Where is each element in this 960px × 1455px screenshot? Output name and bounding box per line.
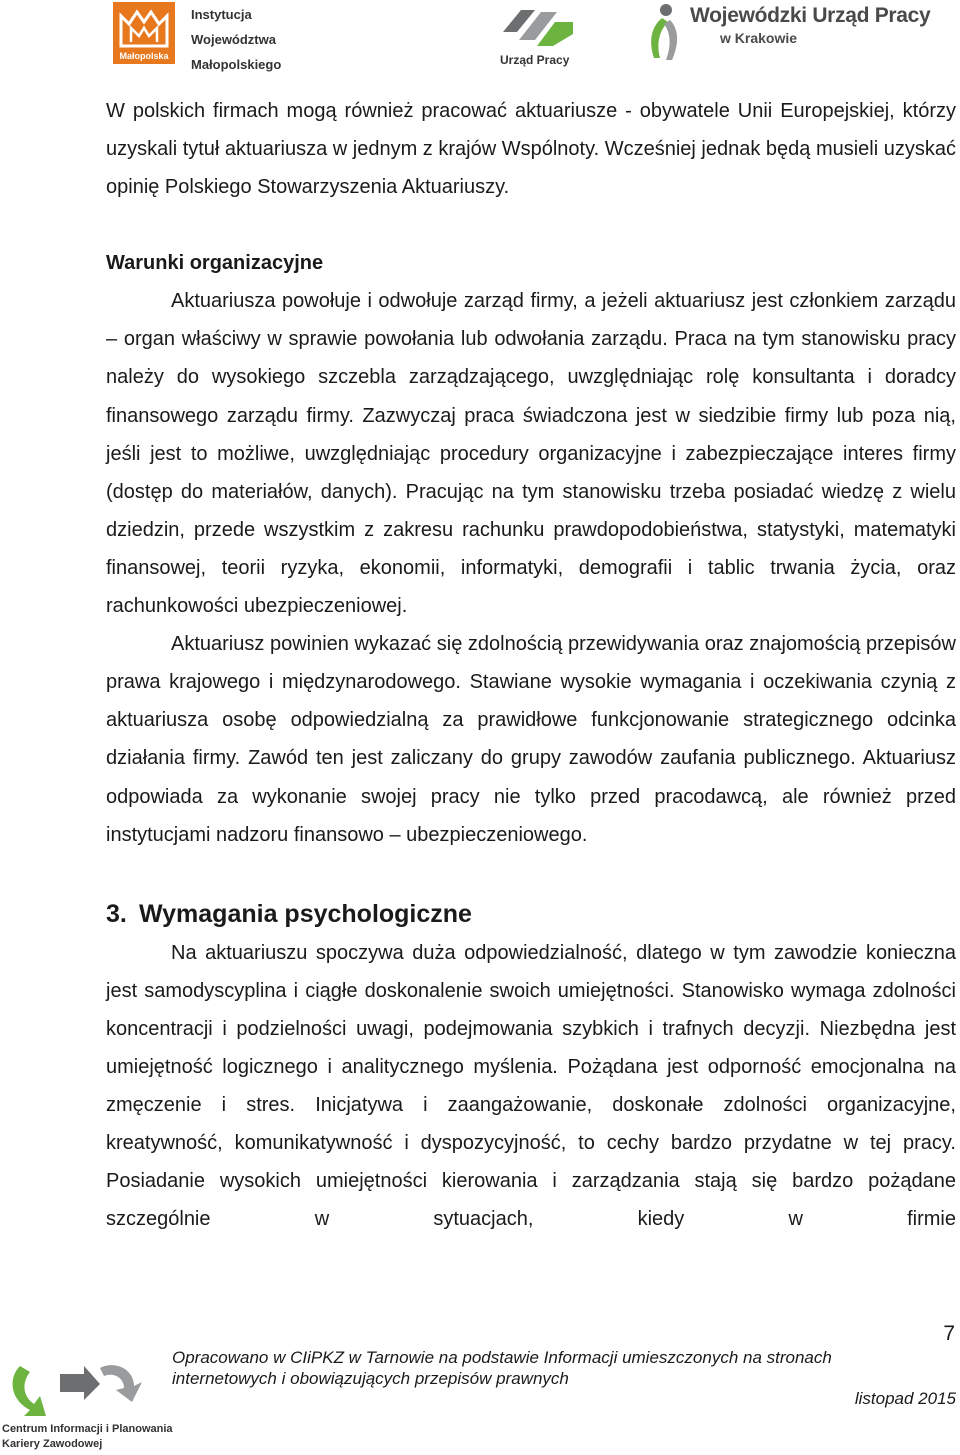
document-body — [106, 92, 956, 1238]
footer-note-line: Opracowano w CIiPKZ w Tarnowie na podstawie Informacji umieszczonych na stronach — [172, 1348, 832, 1367]
footer-note-line: internetowych i obowiązujących przepisów prawnych — [172, 1369, 569, 1388]
section-heading-organizational: Warunki organizacyjne — [106, 252, 324, 275]
malopolska-text-line: Województwa — [191, 32, 276, 47]
paragraph-organizational-1: Aktuariusza powołuje i odwołuje zarząd firmy, a jeżeli aktuariusz jest członkiem zarządu – organ właściwy w sprawie powołania lub odwołania zarządu. Praca na tym stanowisku pracy należy do wysokiego szczebla zarządzającego, uwzględniając rolę konsultanta i doradcy finansowego zarządu firmy. Zazwyczaj praca świadczona jest w siedzibie firmy lub poza nią, jeśli jest to możliwe, uwzględniając procedury organizacyjne i zabezpieczające interes firmy (dostęp do materiałów, danych). Pracując na tym stanowisku trzeba posiadać wiedzę z wielu dziedzin, przede wszystkim z zakresu rachunku prawdopodobieństwa, statystyki, matematyki finansowej, teorii ryzyka, ekonomii, informatyki, demografii i tablic trwania życia, oraz rachunkowości ubezpieczeniowej. — [106, 290, 956, 618]
malopolska-text-line: Instytucja — [191, 7, 252, 22]
urzad-pracy-label: Urząd Pracy — [500, 53, 570, 67]
cip-label-line: Kariery Zawodowej — [2, 1438, 103, 1450]
cip-arrows-icon — [0, 1356, 150, 1422]
wup-figure-icon — [640, 2, 688, 64]
intro-paragraph: W polskich firmach mogą również pracować aktuariusze - obywatele Unii Europejskiej, którzy uzyskali tytuł aktuariusza w jednym z krajów Wspólnoty. Wcześniej jednak będą musieli uzyskać opinię Polskiego Stowarzyszenia Aktuariuszy. — [106, 100, 956, 199]
section-number: 3. — [106, 899, 127, 928]
paragraph-organizational-2: Aktuariusz powinien wykazać się zdolnością przewidywania oraz znajomością przepisów prawa krajowego i międzynarodowego. Stawiane wysokie wymagania i oczekiwania czynią z aktuariusza osobę odpowiedzialną za prawidłowe funkcjonowanie strategicznego odcinka działania firmy. Zawód ten jest zaliczany do grupy zawodów zaufania publicznego. Aktuariusz odpowiada za wykonanie swojej pracy nie tylko przed pracodawcą, ale również przed instytucjami nadzoru finansowo – ubezpieczeniowego. — [106, 633, 956, 846]
section-heading-psychological — [106, 894, 956, 934]
page-number: 7 — [943, 1322, 955, 1345]
paragraph-psychological-1: Na aktuariuszu spoczywa duża odpowiedzialność, dlatego w tym zawodzie konieczna jest samodyscyplina i ciągłe doskonalenie swoich umiejętności. Stanowisko wymaga zdolności koncentracji i podzielności uwagi, podejmowania szybkich i trafnych decyzji. Niezbędna jest umiejętność logicznego i analitycznego myślenia. Pożądana jest odporność emocjonalna na zmęczenie i stres. Inicjatywa i zaangażowanie, doskonałe zdolności organizacyjne, kreatywność, komunikatywność i dyspozycyjność, to cechy bardzo przydatne w tej pracy. Posiadanie wysokich umiejętności kierowania i zarządzania stają się bardzo pożądane szczególnie w sytuacjach, kiedy w firmie — [106, 941, 956, 1231]
urzad-pracy-arrows-icon — [497, 2, 577, 52]
cip-label — [2, 1422, 173, 1452]
malopolska-text-line: Małopolskiego — [191, 57, 282, 72]
malopolska-logo — [113, 2, 285, 72]
urzad-pracy-logo — [497, 2, 577, 68]
section-title: Wymagania psychologiczne — [139, 899, 472, 928]
malopolska-crest-icon — [113, 2, 175, 64]
malopolska-text — [191, 2, 281, 77]
wup-logo — [640, 0, 940, 70]
cip-label-line: Centrum Informacji i Planowania — [2, 1423, 173, 1435]
cip-logo — [0, 1356, 173, 1455]
page-footer — [0, 1320, 960, 1455]
page-header — [0, 0, 960, 75]
malopolska-box-label: Małopolska — [119, 51, 169, 61]
footer-date: listopad 2015 — [854, 1389, 956, 1408]
wup-subtitle: w Krakowie — [720, 30, 798, 46]
footer-note — [172, 1347, 832, 1389]
wup-title: Wojewódzki Urząd Pracy — [690, 4, 931, 27]
